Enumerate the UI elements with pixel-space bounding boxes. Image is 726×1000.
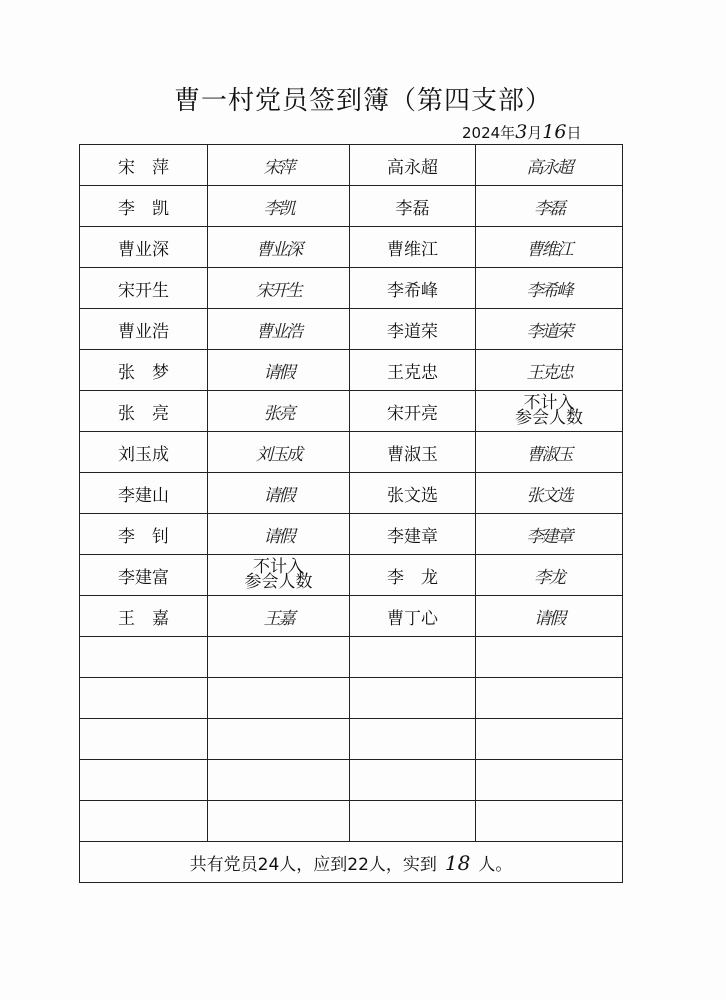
table-row <box>80 432 623 473</box>
note-line-1: 不计入 <box>253 557 304 577</box>
empty-row <box>80 678 623 719</box>
summary-suffix: 人。 <box>478 854 513 875</box>
empty-cell <box>80 637 208 678</box>
attendance-count: 18 <box>444 850 471 875</box>
page-title: 曹一村党员签到簿（第四支部） <box>173 86 552 116</box>
not-counted-note <box>476 391 623 432</box>
table-row <box>80 145 623 186</box>
empty-cell <box>476 678 623 719</box>
member-name: 宋 萍 <box>80 145 208 186</box>
signature: 李龙 <box>476 555 623 596</box>
signature: 李道荣 <box>476 309 623 350</box>
member-name: 曹维江 <box>350 227 476 268</box>
empty-row <box>80 637 623 678</box>
empty-cell <box>208 678 350 719</box>
empty-cell <box>80 760 208 801</box>
sign-in-table <box>79 144 623 883</box>
table-row <box>80 350 623 391</box>
signature: 请假 <box>208 514 350 555</box>
signature: 李建章 <box>476 514 623 555</box>
table-row <box>80 473 623 514</box>
member-name: 李建山 <box>80 473 208 514</box>
empty-cell <box>208 760 350 801</box>
member-name: 张文选 <box>350 473 476 514</box>
table-row <box>80 268 623 309</box>
empty-cell <box>80 719 208 760</box>
empty-cell <box>476 760 623 801</box>
member-name: 李希峰 <box>350 268 476 309</box>
signature: 请假 <box>208 473 350 514</box>
empty-cell <box>350 719 476 760</box>
signature: 张文选 <box>476 473 623 514</box>
signature: 李磊 <box>476 186 623 227</box>
empty-cell <box>350 801 476 842</box>
member-name: 张 亮 <box>80 391 208 432</box>
empty-cell <box>350 637 476 678</box>
date-day: 16 <box>542 121 567 143</box>
note-line-2: 参会人数 <box>244 572 313 592</box>
empty-row <box>80 760 623 801</box>
member-name: 刘玉成 <box>80 432 208 473</box>
empty-cell <box>350 760 476 801</box>
empty-cell <box>476 637 623 678</box>
member-name: 李磊 <box>350 186 476 227</box>
empty-cell <box>208 719 350 760</box>
not-counted-note <box>208 555 350 596</box>
member-name: 王 嘉 <box>80 596 208 637</box>
empty-cell <box>208 801 350 842</box>
date-month: 3 <box>515 121 528 143</box>
member-name: 曹业浩 <box>80 309 208 350</box>
signature: 张亮 <box>208 391 350 432</box>
signature: 王克忠 <box>476 350 623 391</box>
member-name: 宋开亮 <box>350 391 476 432</box>
table-row <box>80 596 623 637</box>
note-line-2: 参会人数 <box>515 408 583 428</box>
date-day-unit: 日 <box>566 124 582 142</box>
date-year: 2024年 <box>462 124 516 142</box>
empty-cell <box>80 678 208 719</box>
signature: 请假 <box>208 350 350 391</box>
signature: 李凯 <box>208 186 350 227</box>
member-name: 张 梦 <box>80 350 208 391</box>
member-name: 李 凯 <box>80 186 208 227</box>
signature: 刘玉成 <box>208 432 350 473</box>
empty-row <box>80 801 623 842</box>
empty-cell <box>476 719 623 760</box>
signature: 曹业深 <box>208 227 350 268</box>
table-row <box>80 555 623 596</box>
member-name: 高永超 <box>350 145 476 186</box>
empty-cell <box>350 678 476 719</box>
date-month-unit: 月 <box>527 124 543 142</box>
empty-cell <box>208 637 350 678</box>
table-row <box>80 391 623 432</box>
attendance-summary <box>80 842 623 883</box>
signature: 曹淑玉 <box>476 432 623 473</box>
table-row <box>80 227 623 268</box>
member-name: 李道荣 <box>350 309 476 350</box>
member-name: 曹业深 <box>80 227 208 268</box>
member-name: 李 龙 <box>350 555 476 596</box>
signature: 宋萍 <box>208 145 350 186</box>
note-line-1: 不计入 <box>523 393 575 413</box>
sign-date <box>462 121 582 143</box>
member-name: 李建富 <box>80 555 208 596</box>
empty-row <box>80 719 623 760</box>
member-name: 曹淑玉 <box>350 432 476 473</box>
signature: 李希峰 <box>476 268 623 309</box>
table-row <box>80 514 623 555</box>
summary-prefix: 共有党员24人，应到22人，实到 <box>189 854 437 875</box>
member-name: 曹丁心 <box>350 596 476 637</box>
signature: 曹业浩 <box>208 309 350 350</box>
empty-cell <box>80 801 208 842</box>
signature: 王嘉 <box>208 596 350 637</box>
signature: 高永超 <box>476 145 623 186</box>
signature: 曹维江 <box>476 227 623 268</box>
table-row <box>80 309 623 350</box>
summary-row <box>80 842 623 883</box>
member-name: 李 钊 <box>80 514 208 555</box>
signature: 宋开生 <box>208 268 350 309</box>
member-name: 李建章 <box>350 514 476 555</box>
signature: 请假 <box>476 596 623 637</box>
table-row <box>80 186 623 227</box>
member-name: 王克忠 <box>350 350 476 391</box>
member-name: 宋开生 <box>80 268 208 309</box>
empty-cell <box>476 801 623 842</box>
